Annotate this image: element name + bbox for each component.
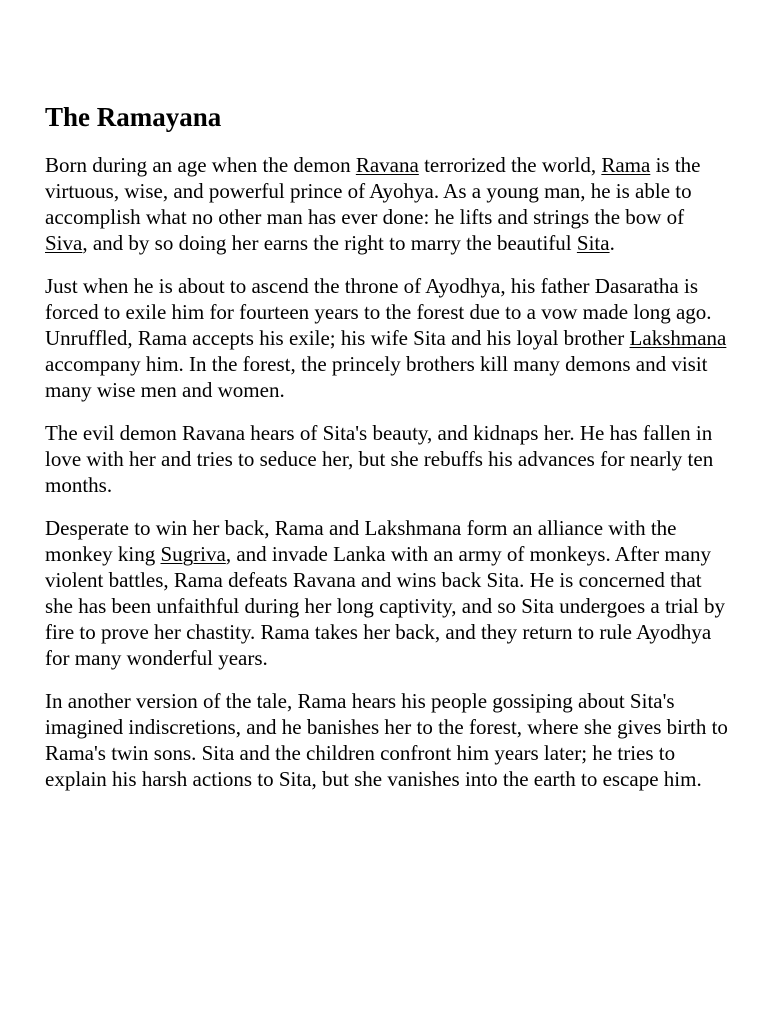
paragraph-2	[45, 273, 728, 403]
paragraph-4-text-1: Desperate to win her back, Rama and Lakshmana form an alliance with the monkey king	[45, 516, 677, 566]
paragraph-1-text-1: Born during an age when the demon	[45, 153, 356, 177]
paragraph-4	[45, 515, 728, 671]
link-ravana[interactable]: Ravana	[355, 153, 419, 177]
paragraph-1	[45, 152, 728, 256]
link-siva[interactable]: Siva	[45, 231, 83, 255]
paragraph-4-text-2: , and invade Lanka with an army of monkeys. After many violent battles, Rama defeats Ravana and wins back Sita. He is concerned that she has been unfaithful during her long captivity, and so Sita undergoes a trial by fire to prove her chastity. Rama takes her back, and they return to rule Ayodhya for many wonderful years.	[45, 542, 726, 670]
paragraph-2-text-2: accompany him. In the forest, the princely brothers kill many demons and visit many wise men and women.	[45, 352, 708, 402]
paragraph-1-text-5: .	[609, 231, 615, 255]
link-sita[interactable]: Sita	[576, 231, 610, 255]
link-sugriva[interactable]: Sugriva	[160, 542, 226, 566]
page-title: The Ramayana	[45, 102, 222, 132]
paragraph-1-text-2: terrorized the world,	[418, 153, 602, 177]
paragraph-3: The evil demon Ravana hears of Sita's beauty, and kidnaps her. He has fallen in love with her and tries to seduce her, but she rebuffs his advances for nearly ten months.	[45, 421, 714, 497]
paragraph-2-text-1: Just when he is about to ascend the throne of Ayodhya, his father Dasaratha is forced to exile him for fourteen years to the forest due to a vow made long ago. Unruffled, Rama accepts his exile; his wife Sita and his loyal brother	[45, 274, 712, 350]
paragraph-1-text-4: , and by so doing her earns the right to marry the beautiful	[82, 231, 577, 255]
link-rama[interactable]: Rama	[601, 153, 651, 177]
paragraph-1-text-3: is the virtuous, wise, and powerful prince of Ayohya. As a young man, he is able to accomplish what no other man has ever done: he lifts and strings the bow of	[45, 153, 701, 229]
link-lakshmana[interactable]: Lakshmana	[629, 326, 727, 350]
paragraph-5: In another version of the tale, Rama hears his people gossiping about Sita's imagined indiscretions, and he banishes her to the forest, where she gives birth to Rama's twin sons. Sita and the children confront him years later; he tries to explain his harsh actions to Sita, but she vanishes into the earth to escape him.	[45, 689, 728, 791]
